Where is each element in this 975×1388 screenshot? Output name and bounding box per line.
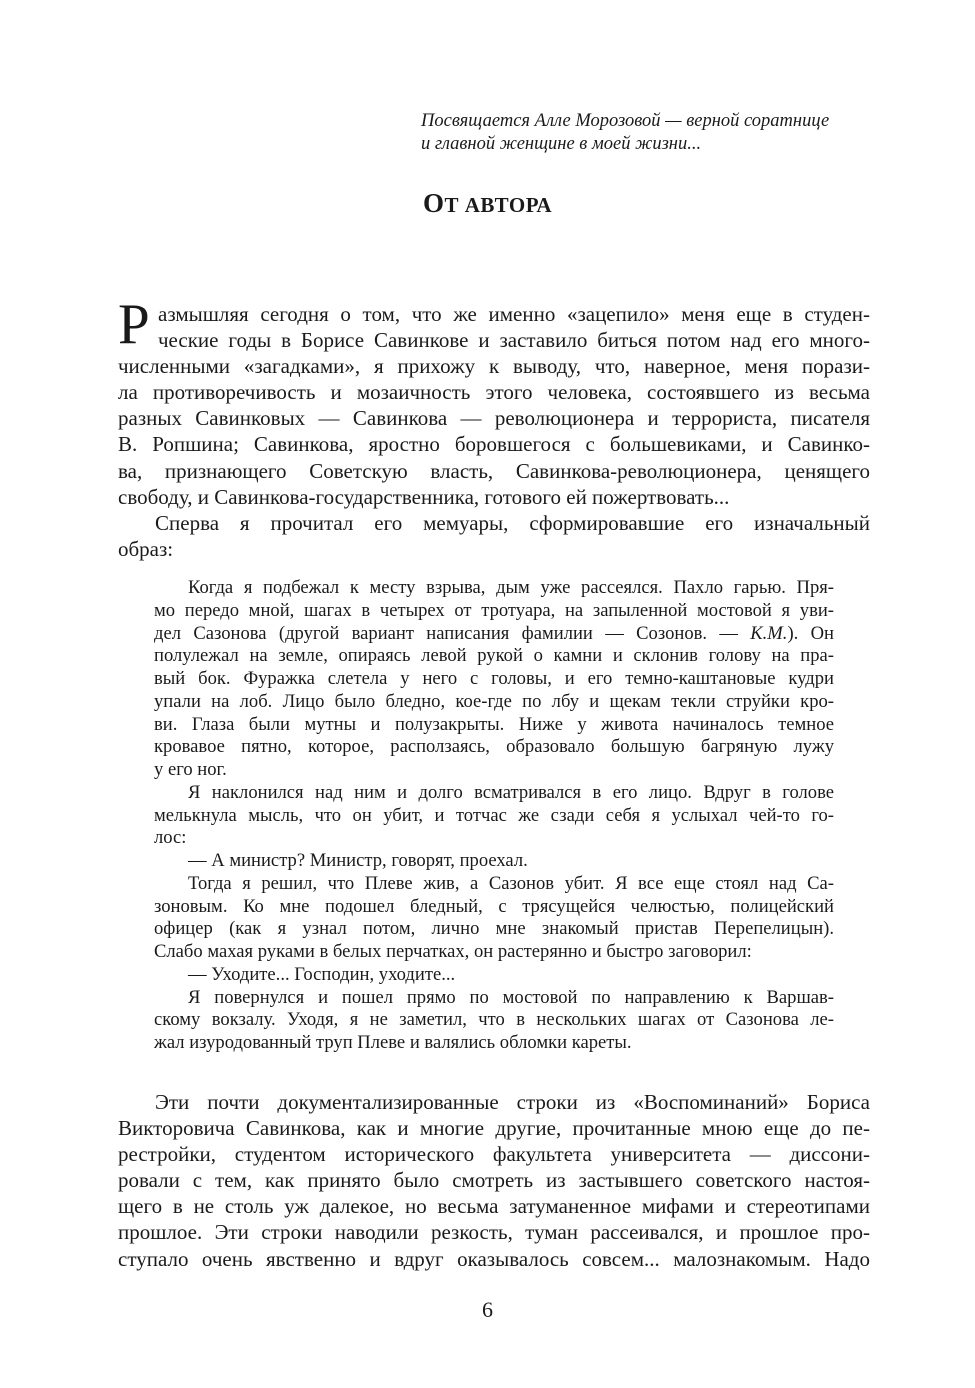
chapter-heading: [0, 188, 975, 219]
text-line: ровали с тем, как принято было смотреть из застывшего советского настоя-: [118, 1168, 870, 1193]
text-line: Сперва я прочитал его мемуары, сформировавшие его изначальный: [155, 510, 870, 535]
text-line: численными «загадками», я прихожу к выводу, что, наверное, меня порази-: [118, 354, 870, 379]
quote-line: Тогда я решил, что Плеве жив, а Сазонов убит. Я все еще стоял над Са-: [188, 872, 834, 894]
text-line: разных Савинковых — Савинкова — революционера и террориста, писателя: [118, 406, 870, 431]
quote-line: Когда я подбежал к месту взрыва, дым уже рассеялся. Пахло гарью. Пря-: [188, 577, 834, 598]
first-paragraph: [118, 293, 870, 356]
quote-line: — Уходите... Господин, уходите...: [188, 963, 456, 985]
dedication-line: Посвящается Алле Морозовой — верной соратнице: [421, 111, 830, 131]
text-line: рестройки, студентом исторического факультета университета — диссони-: [118, 1142, 870, 1167]
quote-line: ви. Глаза были мутны и полузакрыты. Ниже у живота начиналось темное: [154, 713, 834, 735]
quote-line: Я наклонился над ним и долго всматривался в его лицо. Вдруг в голове: [188, 781, 834, 803]
quote-line-tail: ). Он: [787, 622, 834, 644]
text-line: щего в не столь уж далекое, но весьма затуманенное мифами и стереотипами: [118, 1194, 870, 1219]
text-line: ла противоречивость и мозаичность этого человека, состоявшего из весьма: [118, 380, 870, 405]
text-line: азмышляя сегодня о том, что же именно «зацепило» меня еще в студен-: [158, 302, 870, 326]
quote-line: — А министр? Министр, говорят, проехал.: [188, 850, 528, 871]
text-line: ва, признающего Советскую власть, Савинкова-революционера, ценящего: [118, 458, 870, 483]
text-line: прошлое. Эти строки наводили резкость, туман рассеивался, и прошлое про-: [118, 1220, 870, 1245]
text-line: свободу, и Савинкова-государственника, готового ей пожертвовать...: [118, 484, 730, 509]
heading-initial: О: [422, 188, 445, 218]
quote-line: вый бок. Фуражка слетела у него с головы, и его темно-каштановые кудри: [154, 668, 834, 689]
heading-rest: Т АВТОРА: [444, 193, 553, 217]
text-line: образ:: [118, 536, 174, 561]
quote-line: жал изуродованный труп Плеве и валялись обломки кареты.: [154, 1032, 632, 1053]
continuation-text: [118, 1089, 870, 1272]
intro-text: [118, 293, 870, 562]
quote-line: зоновым. Ко мне подошел бледный, с трясущейся челюстью, полицейский: [154, 895, 834, 917]
text-line: В. Ропшина; Савинкова, яростно боровшегося с большевиками, и Савинко-: [118, 432, 870, 457]
quote-line: Слабо махая руками в белых перчатках, он растерянно и быстро заговорил:: [154, 941, 752, 962]
quote-line: полулежал на земле, опираясь левой рукой о камни и склонив голову на пра-: [154, 645, 834, 667]
text-line: Эти почти документализированные строки из «Воспоминаний» Бориса: [155, 1090, 870, 1114]
quote-line: офицер (как я узнал потом, лично мне знакомый пристав Перепелицын).: [154, 918, 834, 940]
text-line: ступало очень явственно и вдруг оказывалось совсем... малознакомым. Надо: [118, 1246, 870, 1271]
memoir-quote: [154, 577, 834, 1055]
drop-cap: Р: [118, 293, 150, 356]
quote-line: лос:: [154, 827, 187, 849]
text-line: ческие годы в Борисе Савинкове и заставило биться потом над его много-: [158, 328, 870, 353]
dedication-line: и главной женщине в моей жизни...: [421, 134, 702, 154]
quote-line: Я повернулся и пошел прямо по мостовой по направлению к Варшав-: [188, 986, 834, 1008]
dedication: [421, 110, 881, 156]
quote-line: скому вокзалу. Уходя, я не заметил, что в нескольких шагах от Сазонова ле-: [154, 1009, 834, 1031]
page-number: 6: [482, 1297, 493, 1322]
quote-line: у его ног.: [154, 759, 227, 780]
quote-line: мелькнула мысль, что он убит, и тотчас же сзади себя я услыхал чей-то го-: [154, 804, 834, 826]
author-initials: К.М.: [750, 622, 788, 644]
quote-line: упали на лоб. Лицо было бледно, кое-где по лбу и щекам текли струйки кро-: [154, 690, 834, 712]
quote-line: [154, 623, 834, 646]
quote-line: мо передо мной, шагах в четырех от тротуара, на запыленной мостовой я уви-: [154, 599, 834, 621]
quote-line-text: дел Сазонова (другой вариант написания фамилии — Созонов. —: [154, 622, 751, 644]
text-line: Викторовича Савинкова, как и многие другие, прочитанные мною еще до пе-: [118, 1116, 870, 1141]
quote-line: кровавое пятно, которое, расползаясь, образовало большую багряную лужу: [154, 736, 834, 758]
